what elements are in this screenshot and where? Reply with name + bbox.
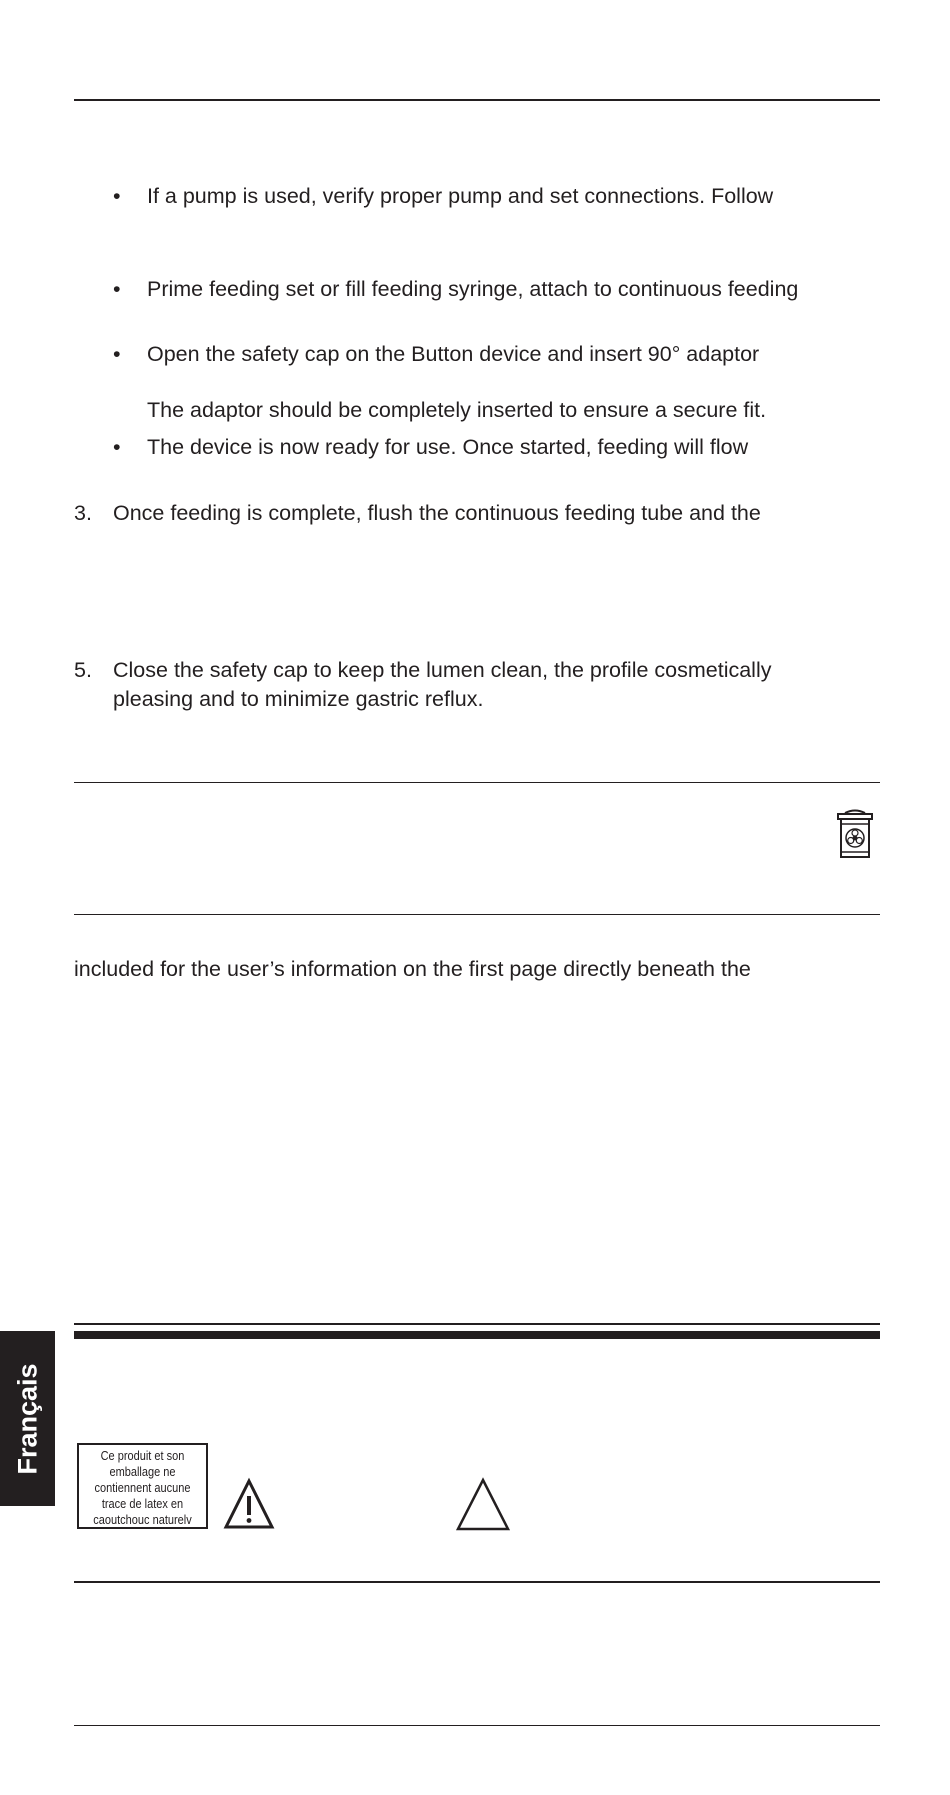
caution-warning-icon (223, 1477, 275, 1531)
latex-label-line: trace de latex en (101, 1497, 184, 1511)
bullet-marker: • (113, 277, 121, 301)
latex-label-line: Ce produit et son (100, 1449, 185, 1463)
latex-label-line: contiennent aucune (94, 1481, 191, 1495)
info-text: included for the user’s information on the first page directly beneath the (74, 957, 751, 981)
section-rule (74, 782, 880, 783)
bullet-safety-cap-text: Open the safety cap on the Button device and insert 90° adaptor (147, 342, 760, 366)
symbols-thick-rule (74, 1331, 880, 1339)
step-5-line-1: Close the safety cap to keep the lumen clean, the profile cosmetically (113, 658, 772, 682)
language-tab (0, 1331, 55, 1506)
warning-triangle-icon (455, 1476, 511, 1532)
bullet-marker: • (113, 342, 121, 366)
footer-rule (74, 1725, 880, 1726)
top-rule (74, 99, 880, 101)
step-3-number: 3. (74, 501, 92, 525)
biohazard-waste-icon (835, 808, 875, 860)
bullet-pump-text: If a pump is used, verify proper pump and set connections. Follow (147, 184, 774, 208)
symbols-top-rule (74, 1323, 880, 1325)
step-5-line-2: pleasing and to minimize gastric reflux. (113, 687, 484, 711)
latex-label-line: emballage ne (109, 1465, 176, 1479)
step-5-number: 5. (74, 658, 92, 682)
symbols-bottom-rule (74, 1581, 880, 1583)
latex-free-label (77, 1443, 208, 1529)
bullet-marker: • (113, 184, 121, 208)
adaptor-note: The adaptor should be completely inserted to ensure a secure fit. (147, 398, 767, 422)
bullet-marker: • (113, 435, 121, 459)
bullet-prime-text: Prime feeding set or fill feeding syringe, attach to continuous feeding (147, 277, 799, 301)
latex-label-line: caoutchouc naturelv (93, 1513, 192, 1527)
section-rule (74, 914, 880, 915)
language-tab-label: Français (12, 1362, 42, 1475)
step-3-text: Once feeding is complete, flush the continuous feeding tube and the (113, 501, 761, 525)
bullet-ready-text: The device is now ready for use. Once started, feeding will flow (147, 435, 749, 459)
